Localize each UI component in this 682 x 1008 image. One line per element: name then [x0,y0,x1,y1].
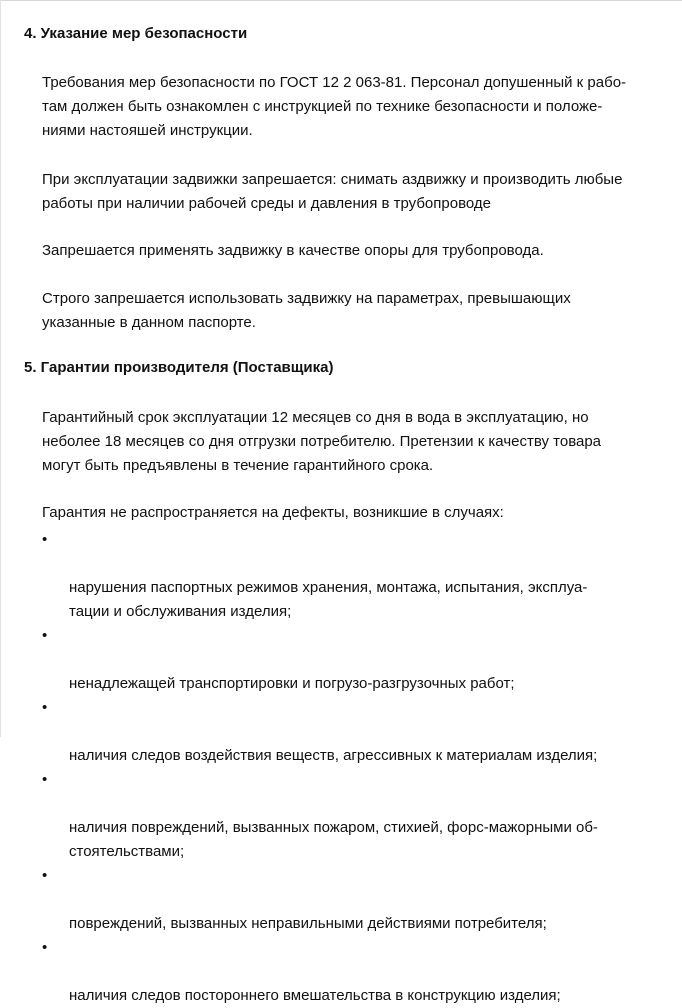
bullet-marker: • [42,627,48,644]
list-item-text: повреждений, вызванных неправильными действиями потребителя; [69,915,547,932]
list-item [42,768,662,864]
bullet-marker: • [42,699,48,716]
list-item-text: наличия следов постороннего вмешательства в конструкцию изделия; [69,987,561,1004]
list-item [42,864,662,936]
bullet-marker: • [42,939,48,956]
section-4-heading: 4. Указание мер безопасности [24,25,248,42]
list-item-text: наличия следов воздействия веществ, агрессивных к материалам изделия; [69,747,598,764]
warranty-period-paragraph: Гарантийный срок эксплуатации 12 месяцев со дня в вода в эксплуатацию, но неболее 18 месяцев со дня отгрузки потребителю. Претензии к качеству товара могут быть предъявлены в течение гарантийного срока. [42,409,602,474]
safety-requirements-paragraph: Требования мер безопасности по ГОСТ 12 2 063-81. Персонал допушенный к рабо- там должен быть ознакомлен с инструкцией по технике безопасности и положе- ниями настояшей инструкции. [42,74,627,139]
list-item-text: ненадлежащей транспортировки и погрузо-разгрузочных работ; [69,675,515,692]
bullet-marker: • [42,771,48,788]
warranty-exclusions-intro: Гарантия не распространяется на дефекты, возникшие в случаях: [42,504,504,521]
list-item-text: нарушения паспортных режимов хранения, монтажа, испытания, эксплуа- тации и обслуживания изделия; [69,579,588,620]
warranty-exclusions-list [42,528,662,1008]
list-item [42,936,662,1008]
operation-prohibition-paragraph: При эксплуатации задвижки запрешается: снимать аздвижку и производить любые работы при наличии рабочей среды и давления в трубопроводе [42,171,623,212]
list-item [42,696,662,768]
parameters-prohibition-paragraph: Строго запрешается использовать задвижку на параметрах, превышающих указанные в данном паспорте. [42,290,571,331]
list-item [42,528,662,624]
bullet-marker: • [42,531,48,548]
section-5-heading: 5. Гарантии производителя (Поставщика) [24,359,334,376]
bullet-marker: • [42,867,48,884]
list-item [42,624,662,696]
support-prohibition-paragraph: Запрешается применять задвижку в качестве опоры для трубопровода. [42,242,544,259]
list-item-text: наличия повреждений, вызванных пожаром, стихией, форс-мажорными об- стоятельствами; [69,819,598,860]
